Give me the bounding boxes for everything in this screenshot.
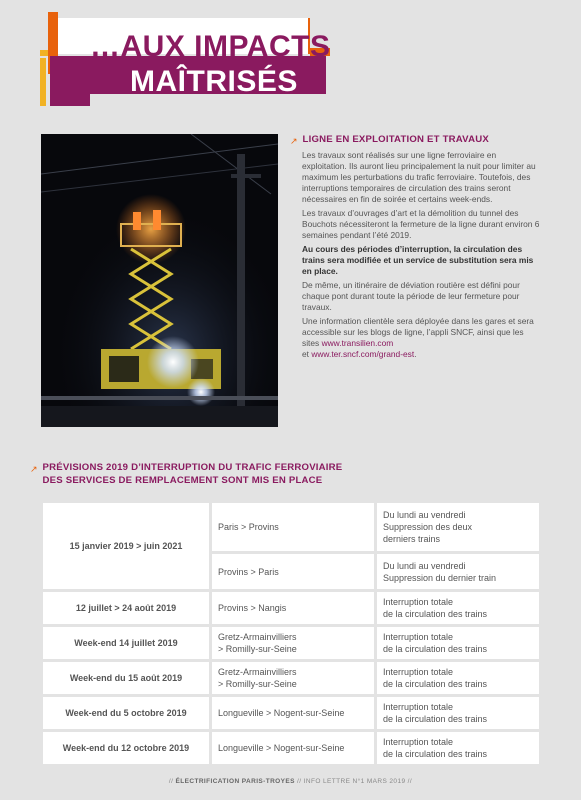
title-line-2: MAÎTRISÉS bbox=[130, 65, 298, 98]
paragraph-3: Au cours des périodes d’interruption, la circulation des trains sera modifiée et un service de substitution sera mis en place. bbox=[302, 244, 534, 276]
link-ter-grand-est[interactable]: www.ter.sncf.com/grand-est bbox=[311, 349, 415, 359]
table-cell-desc: Du lundi au vendredi Suppression du dernier train bbox=[377, 554, 539, 589]
table-cell-route: Longueville > Nogent-sur-Seine bbox=[212, 697, 374, 729]
section-previsions bbox=[30, 462, 530, 487]
page-footer bbox=[0, 778, 581, 785]
footer-title: ÉLECTRIFICATION PARIS-TROYES bbox=[175, 778, 295, 785]
link-transilien[interactable]: www.transilien.com bbox=[321, 338, 394, 348]
title-block bbox=[40, 10, 340, 112]
table-cell-date: Week-end du 12 octobre 2019 bbox=[43, 732, 209, 764]
section2-heading-line-1: PRÉVISIONS 2019 D’INTERRUPTION DU TRAFIC FERROVIAIRE bbox=[42, 462, 343, 473]
arrow-icon: ↗ bbox=[30, 464, 38, 474]
table-row bbox=[43, 697, 539, 729]
section2-heading-line-2: DES SERVICES DE REMPLACEMENT SONT MIS EN PLACE bbox=[42, 474, 323, 486]
paragraph-1: Les travaux sont réalisés sur une ligne ferroviaire en exploitation. Ils auront lieu principalement la nuit pour limiter au maximum les perturbations du trafic ferroviaire. Toutefois, des interruptions temporaires de circulation des trains seront nécessaires en fin de soirée et certains week-ends. bbox=[302, 150, 536, 204]
table-cell-date: Week-end 14 juillet 2019 bbox=[43, 627, 209, 659]
table-cell-route: Gretz-Armainvilliers > Romilly-sur-Seine bbox=[212, 662, 374, 694]
footer-info: // INFO LETTRE N°1 MARS 2019 // bbox=[294, 778, 413, 785]
paragraph-2: Les travaux d’ouvrages d’art et la démolition du tunnel des Bouchots nécessiteront la fermeture de la ligne durant environ 6 semaines pendant l’été 2019. bbox=[302, 208, 540, 240]
section-exploitation bbox=[290, 134, 540, 360]
table-cell-route: Longueville > Nogent-sur-Seine bbox=[212, 732, 374, 764]
night-works-photo-icon bbox=[41, 134, 278, 427]
table-cell-desc: Interruption totale de la circulation des trains bbox=[377, 592, 539, 624]
table-cell-date: 12 juillet > 24 août 2019 bbox=[43, 592, 209, 624]
table-cell-route: Gretz-Armainvilliers > Romilly-sur-Seine bbox=[212, 627, 374, 659]
table-cell-date: Week-end du 5 octobre 2019 bbox=[43, 697, 209, 729]
table-row bbox=[43, 592, 539, 624]
paragraph-5-end: . bbox=[414, 349, 417, 359]
table-cell-desc: Interruption totale de la circulation des trains bbox=[377, 627, 539, 659]
title-line-1: …AUX IMPACTS bbox=[90, 30, 331, 63]
arrow-icon: ↗ bbox=[290, 136, 298, 146]
table-cell-route: Paris > Provins bbox=[212, 503, 374, 551]
table-row bbox=[43, 662, 539, 694]
table-cell-desc: Interruption totale de la circulation des trains bbox=[377, 662, 539, 694]
table-row bbox=[43, 627, 539, 659]
section2-heading-row bbox=[30, 462, 530, 487]
section-heading: LIGNE EN EXPLOITATION ET TRAVAUX bbox=[302, 134, 489, 145]
paragraph-5-and: et bbox=[302, 349, 312, 359]
table-cell-route: Provins > Nangis bbox=[212, 592, 374, 624]
table-cell-desc: Interruption totale de la circulation des trains bbox=[377, 697, 539, 729]
section-heading-row bbox=[290, 134, 540, 147]
footer-prefix: // bbox=[168, 778, 176, 785]
paragraph-5-text: Une information clientèle sera déployée dans les gares et sera accessible sur les blogs de ligne, l’appli SNCF, ainsi que les sites bbox=[302, 316, 534, 348]
paragraph-5 bbox=[302, 316, 540, 360]
table-cell-desc: Interruption totale de la circulation des trains bbox=[377, 732, 539, 764]
table-cell-date: 15 janvier 2019 > juin 2021 bbox=[43, 503, 209, 589]
table-cell-desc: Du lundi au vendredi Suppression des deux derniers trains bbox=[377, 503, 539, 551]
table-cell-route: Provins > Paris bbox=[212, 554, 374, 589]
night-works-photo bbox=[41, 134, 278, 427]
table-cell-date: Week-end du 15 août 2019 bbox=[43, 662, 209, 694]
interruptions-table bbox=[40, 500, 542, 767]
paragraph-4: De même, un itinéraire de déviation routière est défini pour chaque pont durant toute la période de leur fermeture pour travaux. bbox=[302, 280, 520, 312]
table-row bbox=[43, 503, 539, 551]
table-row bbox=[43, 732, 539, 764]
